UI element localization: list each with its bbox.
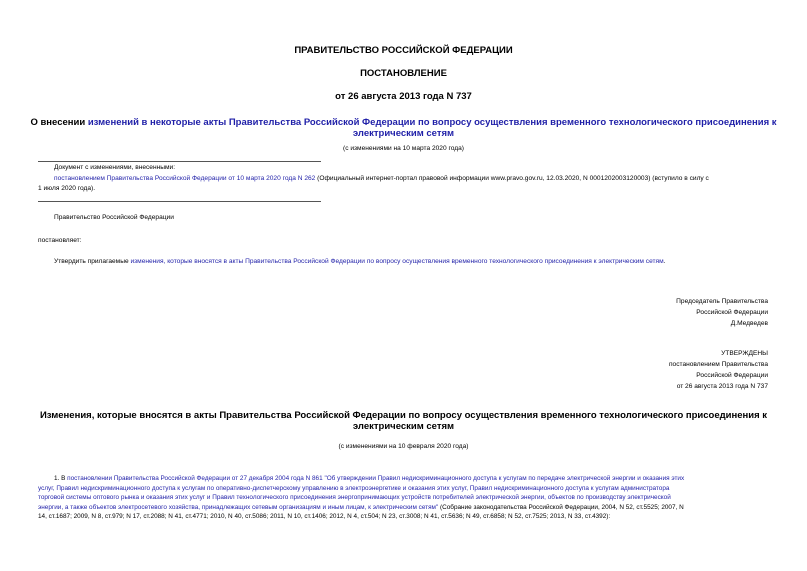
changes-doc-tail1: (Официальный интернет-портал правовой информации www.pravo.gov.ru, 12.03.2020, N 0001202003120003) (вступило в силу с xyxy=(315,175,709,182)
divider-top xyxy=(38,161,321,162)
annex-title-line2: электрическим сетям xyxy=(352,421,455,432)
approved-line4: от 26 августа 2013 года N 737 xyxy=(676,383,768,390)
item-1-line3 xyxy=(38,493,773,503)
signature-line1: Председатель Правительства xyxy=(676,298,768,305)
signature-line2: Российской Федерации xyxy=(696,309,768,316)
item-1-rules-link-4[interactable]: энергии, а также объектов электросетевого хозяйства, принадлежащих сетевым организациям и иным лицам, к электрическим сетям" xyxy=(38,503,439,511)
item-1-decree-link[interactable]: постановлении Правительства Российской Федерации от 27 декабря 2004 года N 861 xyxy=(67,475,323,482)
signature-name: Д.Медведев xyxy=(730,320,768,327)
changes-doc-intro: Документ с изменениями, внесенными: xyxy=(54,164,176,171)
item-1 xyxy=(38,474,773,522)
item-1-rules-link-2[interactable]: услуг, Правил недискриминационного доступа к услугам по оперативно-диспетчерскому управлению в электроэнергетике и оказания этих услуг, Правил недискриминационного доступа к услугам администратора xyxy=(38,484,670,492)
changes-doc-tail2: 1 июля 2020 года). xyxy=(38,185,96,192)
item-1-num: 1. В xyxy=(54,475,68,482)
changes-note: (с изменениями на 10 марта 2020 года) xyxy=(343,145,464,152)
divider-bottom xyxy=(38,201,321,202)
annex-note: (с изменениями на 10 февраля 2020 года) xyxy=(338,443,469,450)
title-link[interactable]: изменений в некоторые акты Правительства Российской Федерации по вопросу осуществления временного технологического присоединения к xyxy=(87,117,777,128)
item-1-line4 xyxy=(38,503,773,513)
approve-prefix: Утвердить прилагаемые xyxy=(54,258,131,265)
item-1-line5 xyxy=(38,512,773,522)
annex-title xyxy=(0,410,807,432)
item-1-rules-link[interactable]: "Об утверждении Правил недискриминационного доступа к услугам по передаче электрической энергии и оказания этих xyxy=(322,475,685,482)
changes-doc-link[interactable]: постановлением Правительства Российской Федерации от 10 марта 2020 года N 262 xyxy=(54,175,316,182)
header-doc-type: ПОСТАНОВЛЕНИЕ xyxy=(360,68,447,79)
approve-suffix: . xyxy=(663,258,666,265)
item-1-tail2: 14, ст.1687; 2009, N 8, ст.979; N 17, ст.2088; N 41, ст.4771; 2010, N 40, ст.5086; 2011, N 10, ст.1406; 2012, N 4, ст.504; N 23, ст.3008; N 41, ст.5636; N 49, ст.6858; N 52, ст.7525; 2013, N 33, ст.4392): xyxy=(38,513,611,521)
approve-link[interactable]: изменения, которые вносятся в акты Правительства Российской Федерации по вопросу осуществления временного технологического присоединения к электрическим сетям xyxy=(130,258,664,265)
document-title xyxy=(0,117,807,139)
body-decrees: постановляет: xyxy=(38,237,82,244)
approved-line2: постановлением Правительства xyxy=(668,361,768,368)
title-prefix: О внесении xyxy=(30,117,88,128)
item-1-line2 xyxy=(38,484,773,494)
item-1-line1 xyxy=(38,474,773,484)
body-approve xyxy=(54,257,666,268)
title-link-line2[interactable]: электрическим сетям xyxy=(352,128,455,139)
approved-line1: УТВЕРЖДЕНЫ xyxy=(721,350,768,357)
header-date-number: от 26 августа 2013 года N 737 xyxy=(335,91,472,102)
changes-doc-line xyxy=(54,174,709,185)
annex-title-line1: Изменения, которые вносятся в акты Правительства Российской Федерации по вопросу осуществления временного технологического присоединения к xyxy=(39,410,768,421)
body-government: Правительство Российской Федерации xyxy=(54,214,174,221)
approved-line3: Российской Федерации xyxy=(696,372,768,379)
item-1-rules-link-3[interactable]: торговой системы оптового рынка и оказания этих услуг и Правил технологического присоединения энергопринимающих устройств потребителей электрической энергии, объектов по производству электрической xyxy=(38,494,671,502)
item-1-tail1: (Собрание законодательства Российской Федерации, 2004, N 52, ст.5525; 2007, N xyxy=(438,503,684,511)
header-government: ПРАВИТЕЛЬСТВО РОССИЙСКОЙ ФЕДЕРАЦИИ xyxy=(294,45,513,56)
